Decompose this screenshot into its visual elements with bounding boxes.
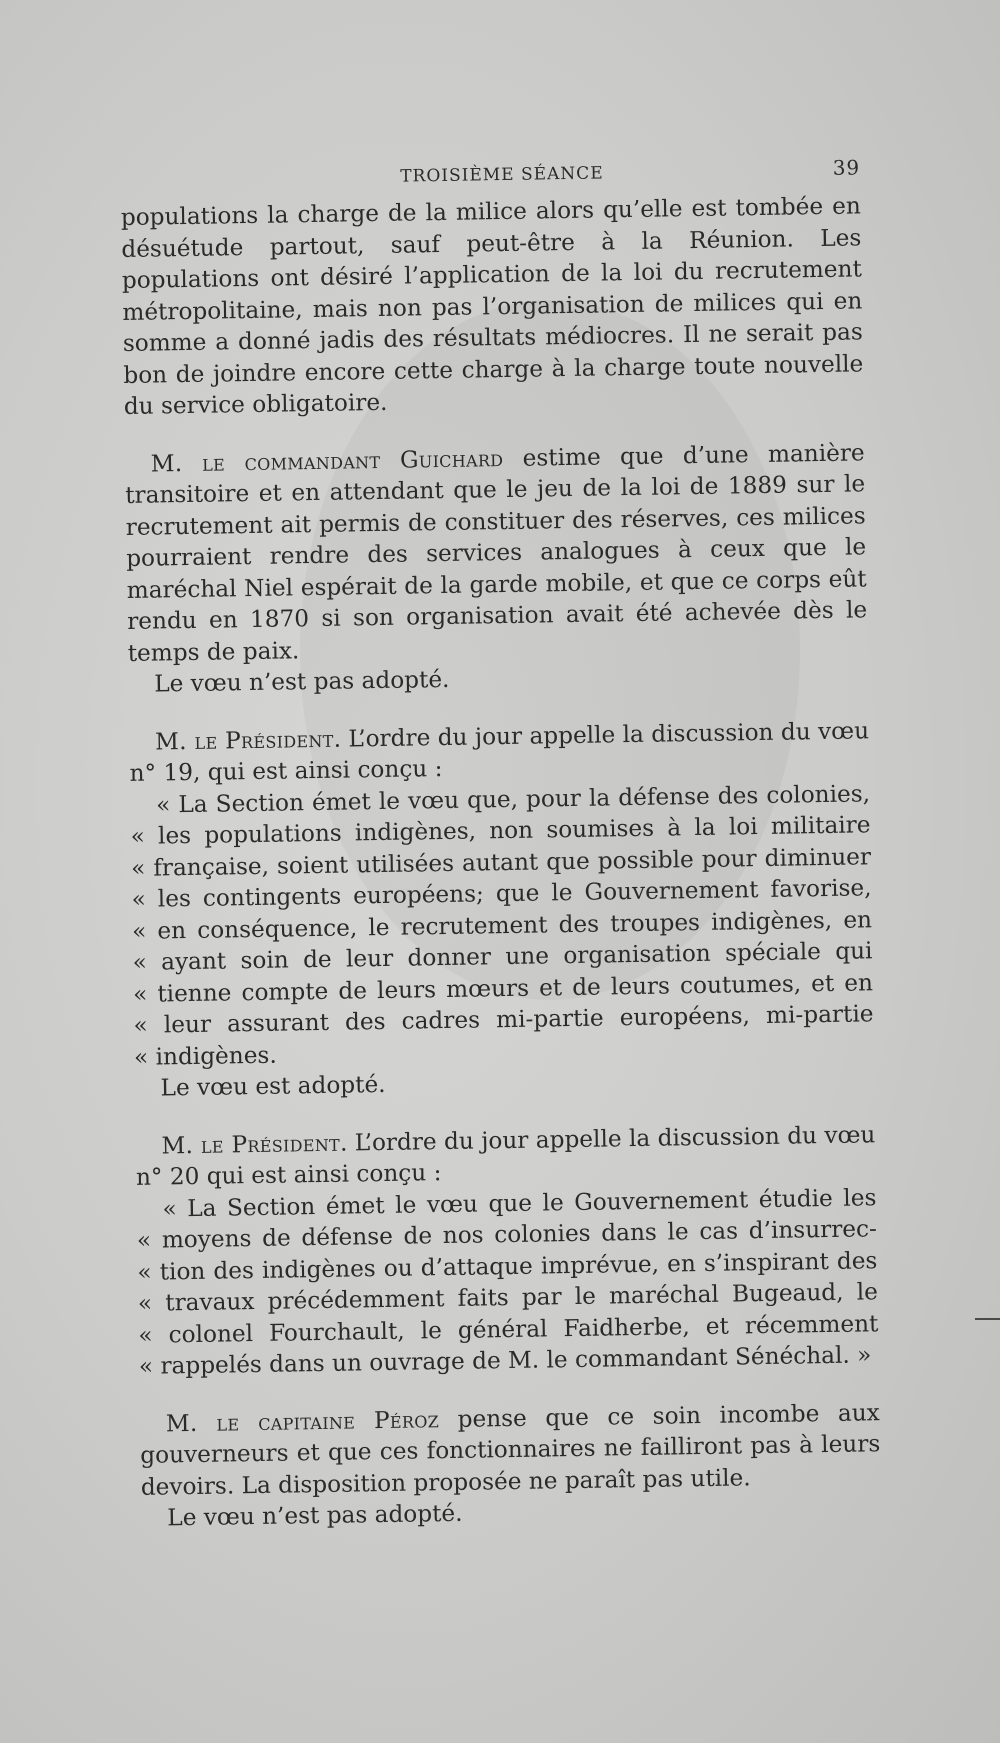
- quote-line: « La Section émet le vœu que le Gouvernement étudie les: [162, 1183, 877, 1222]
- speaker-name: M. le commandant Guichard: [150, 444, 504, 478]
- speaker-name: M. le Président: [161, 1129, 341, 1159]
- vote-result: Le vœu est adopté.: [160, 1070, 386, 1102]
- document-page: [120, 150, 881, 1534]
- running-head: [120, 150, 860, 192]
- quote-line: « rappelés dans un ouvrage de M. le commandant Sénéchal. »: [138, 1341, 872, 1380]
- quote-line: « ayant soin de leur donner une organisation spéciale qui: [132, 937, 873, 976]
- paragraph-capitaine-peroz: [140, 1397, 881, 1503]
- quote-voeu-20: [136, 1182, 879, 1383]
- speaker-name: M. le capitaine Péroz: [165, 1405, 440, 1437]
- paragraph-text: pense que ce soin incombe aux gouverneurs et que ces fonctionnaires ne failliront pas à leurs devoirs. La disposition proposée ne paraît pas utile.: [140, 1398, 881, 1501]
- margin-mark: [975, 1318, 1000, 1320]
- quote-line: « tienne compte de leurs mœurs et de leurs coutumes, et en: [132, 968, 874, 1008]
- paragraph-president-voeu-20: [135, 1119, 876, 1194]
- quote-line: « tion des indigènes ou d’attaque imprévue, en s’inspirant des: [137, 1246, 878, 1286]
- vote-result: Le vœu n’est pas adopté.: [153, 665, 450, 698]
- vote-result: Le vœu n’est pas adopté.: [167, 1499, 463, 1532]
- quote-line: « française, soient utilisées autant que possible pour diminuer: [130, 842, 872, 882]
- paragraph-text: . L’ordre du jour appelle la discussion du vœu n° 19, qui est ainsi conçu :: [129, 716, 870, 787]
- paragraph-commandant-guichard: [125, 437, 868, 669]
- quote-line: « moyens de défense de nos colonies dans le cas d’insurrec-: [136, 1215, 878, 1254]
- quote-line: « La Section émet le vœu que, pour la défense des colonies,: [155, 779, 871, 819]
- quote-line: « en conséquence, le recrutement des troupes indigènes, en: [131, 905, 873, 945]
- quote-line: « les populations indigènes, non soumises à la loi militaire: [130, 811, 871, 850]
- page-number: 39: [832, 155, 861, 180]
- paragraph-text: estime que d’une manière transitoire et en attendant que le jeu de la loi de 1889 sur le recrutement ait permis de constituer des réserves, ces milices pourraient rendre des services analogues à ceux que le maréchal Niel espérait de la garde mobile, et que ce corps eût rendu en 1870 si son organisation avait été achevée dès le temps de paix.: [125, 438, 868, 667]
- quote-line: « travaux précédemment faits par le maréchal Bugeaud, le: [137, 1278, 879, 1317]
- quote-line: « leur assurant des cadres mi-partie européens, mi-partie: [133, 1000, 874, 1039]
- paragraph-continuation: populations la charge de la milice alors qu’elle est tombée en désuétude partout, sauf peut-être à la Réunion. Les populations ont désiré l’application de la loi du recrutement métropolitaine, mais non pas l’organisation de milices qui en somme a donné jadis des résultats médiocres. Il ne serait pas bon de joindre encore cette charge à la charge toute nouvelle du service obligatoire.: [120, 192, 864, 420]
- quote-line: « colonel Fourchault, le général Faidherbe, et récemment: [138, 1309, 879, 1349]
- speaker-name: M. le Président: [154, 725, 334, 756]
- quote-line: « les contingents européens; que le Gouvernement favorise,: [131, 874, 872, 913]
- running-title: TROISIÈME SÉANCE: [400, 163, 604, 187]
- quote-line: « indigènes.: [133, 1041, 277, 1071]
- quote-voeu-19: [130, 778, 874, 1073]
- paragraph-president-voeu-19: [129, 715, 870, 790]
- paragraph-text: . L’ordre du jour appelle la discussion du vœu n° 20 qui est ainsi conçu :: [135, 1120, 876, 1191]
